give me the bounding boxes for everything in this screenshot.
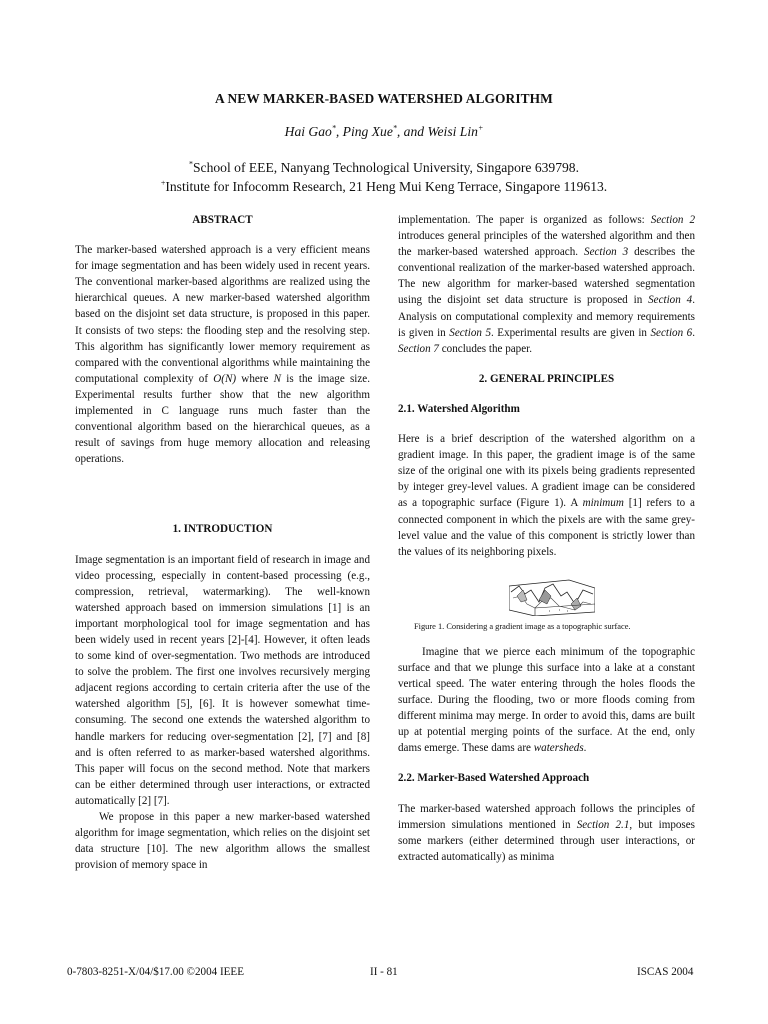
conference-name: ISCAS 2004 <box>637 966 694 978</box>
subsection-heading: 2.1. Watershed Algorithm <box>398 402 520 415</box>
flooding-paragraph: Imagine that we pierce each minimum of the topographic surface and that we plunge this surface into a lake at a constant vertical speed. The water entering through the holes floods the surface. During the flooding, two or more floods coming from different minima may merge. In order to avoid this, dams are built up at potential merging points of the surface. At the end, only dams emerge. These dams are watersheds. <box>398 645 695 755</box>
section-heading: 2. GENERAL PRINCIPLES <box>478 372 615 385</box>
affiliation-line <box>0 160 768 176</box>
author-name: Weisi Lin <box>427 124 478 139</box>
left-column <box>75 212 370 873</box>
affiliation-mark: * <box>188 159 193 169</box>
affiliation-line <box>0 179 768 195</box>
subsection-heading: 2.2. Marker-Based Watershed Approach <box>398 772 590 785</box>
watershed-paragraph: Here is a brief description of the watershed algorithm on a gradient image. In this paper, the gradient image is of the same size of the original one with its pixels being gradients represented by integer grey-level values. A gradient image can be considered as a topographic surface (Figure 1). A minimum [1] refers to a connected component in which the pixels are with the same grey-level value and the value of this component is strictly lower than the values of its neighboring pixels. <box>398 433 695 558</box>
affiliation-mark: * <box>331 123 336 133</box>
affiliation-mark: + <box>160 178 166 188</box>
marker-paragraph: The marker-based watershed approach follows the principles of immersion simulations mentioned in Section 2.1, but imposes some markers (either determined through user interactions, or extracted automatically) as minima <box>398 802 695 863</box>
topographic-surface-figure <box>509 578 595 616</box>
introduction-heading: 1. INTRODUCTION <box>172 523 273 536</box>
organization-paragraph: implementation. The paper is organized as follows: Section 2 introduces general principles of the watershed algorithm and then the marker-based watershed approach. Section 3 describes the conventional realization of the marker-based watershed approach. The new algorithm for marker-based watershed segmentation using the disjoint set data structure is proposed in Section 4. Analysis on computational complexity and memory requirements is given in Section 5. Experimental results are given in Section 6. Section 7 concludes the paper. <box>398 214 695 355</box>
intro-paragraph: Image segmentation is an important field of research in image and video processing, especially in content-based processing (e.g., compression, retrieval, watermarking). The well-known watershed approach based on immersion simulations [1] is an important morphological tool for image segmentation and has been widely used in recent years [2]-[4]. However, it often leads to some kind of over-segmentation. Two methods are introduced to solve the problem. The first one involves recursively merging adjacent regions according to certain criteria after the use of the watershed algorithm [5], [6]. It is however somewhat time-consuming. The second one extends the watershed algorithm to handle markers for reducing over-segmentation [2], [7] and [8] and is often referred to as marker-based watershed algorithms. This paper will focus on the second method. Note that markers can be either determined through user interactions, or extracted automatically [2] [7]. <box>75 553 370 807</box>
paper-title: A NEW MARKER-BASED WATERSHED ALGORITHM <box>215 91 553 106</box>
affiliation-text: School of EEE, Nanyang Technological University, Singapore 639798. <box>192 160 579 175</box>
abstract-heading: ABSTRACT <box>192 214 253 226</box>
author-separator: , <box>335 124 343 139</box>
intro-paragraph: We propose in this paper a new marker-based watershed algorithm for image segmentation, which relies on the disjoint set data structure [10]. The new algorithm allows the smallest provision of memory space in <box>75 811 370 872</box>
figure-1 <box>398 578 695 634</box>
abstract-text: The marker-based watershed approach is a very efficient means for image segmentation and has been widely used in recent years. The conventional marker-based algorithms are realized using the hierarchical queues. A new marker-based watershed algorithm based on the disjoint set data structure, is proposed in this paper. It consists of two steps: the flooding step and the resolving step. This algorithm has significantly lower memory requirement as compared with the conventional algorithms while maintaining the computational complexity of O(N) where N is the image size. Experimental results further show that the new algorithm implemented in C language runs much faster than the conventional algorithm based on the hierarchical queues, as a result of savings from huge memory allocation and releasing operations. <box>75 244 370 466</box>
right-column <box>398 212 695 865</box>
author-list <box>0 124 768 140</box>
figure-caption: Figure 1. Considering a gradient image as a topographic surface. <box>414 621 631 631</box>
author-separator: , and <box>396 124 428 139</box>
author-name: Hai Gao <box>284 124 332 139</box>
footer-copyright: 0-7803-8251-X/04/$17.00 ©2004 IEEE <box>67 966 244 978</box>
author-name: Ping Xue <box>342 124 393 139</box>
affiliation-mark: + <box>477 123 484 133</box>
page-number: II - 81 <box>370 966 398 978</box>
affiliation-text: Institute for Infocomm Research, 21 Heng Mui Keng Terrace, Singapore 119613. <box>165 179 608 194</box>
affiliation-mark: * <box>392 123 397 133</box>
